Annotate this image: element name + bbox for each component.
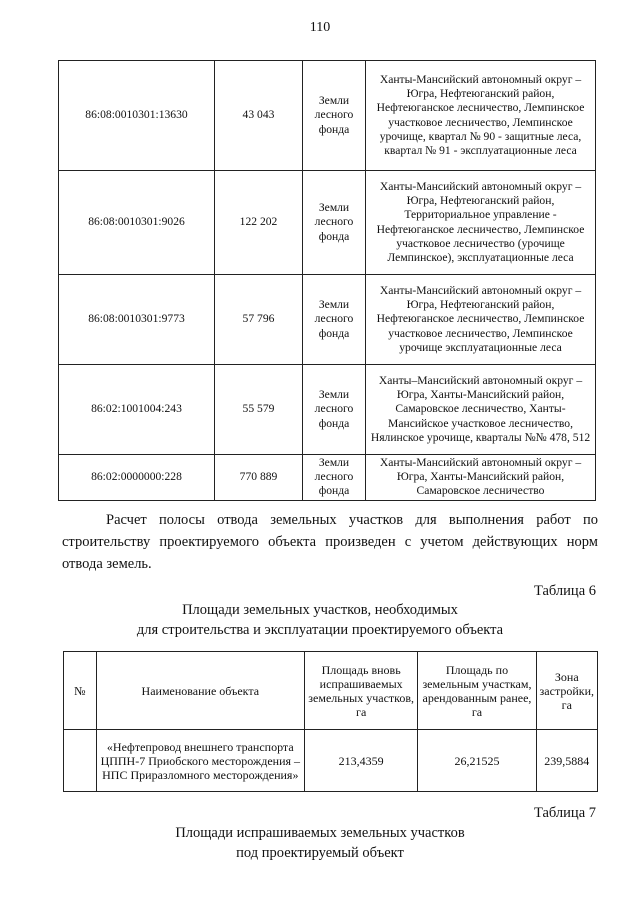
table-row [59,61,596,171]
page-number: 110 [309,20,331,35]
table-row [64,730,598,792]
zone-area-cell: 239,5884 [536,730,597,792]
land-areas-table [63,651,598,792]
table7-caption-line1: Площади испрашиваемых земельных участков [175,825,465,841]
land-category-cell: Земли лесного фонда [303,61,366,171]
header-number: № [64,652,97,730]
table-header-row [64,652,598,730]
location-cell: Ханты–Мансийский автономный округ – Югра, Ханты-Мансийский район, Самаровское лесничество, Ханты-Мансийское участковое лесничество, Нялинское урочище, кварталы №№ 478, 512 [366,365,596,455]
land-category-cell: Земли лесного фонда [303,171,366,275]
cadastral-number-cell: 86:08:0010301:13630 [59,61,215,171]
area-cell: 57 796 [215,275,303,365]
header-object-name: Наименование объекта [96,652,304,730]
leased-area-cell: 26,21525 [418,730,536,792]
table-row [59,275,596,365]
cadastral-number-cell: 86:08:0010301:9773 [59,275,215,365]
location-cell: Ханты-Мансийский автономный округ – Югра, Нефтеюганский район, Территориальное управление - Нефтеюганское лесничество, Лемпинское участковое лесничество (урочище Лемпинское), эксплуатационные леса [366,171,596,275]
table7-label: Таблица 7 [533,805,596,821]
table6-caption-line1: Площади земельных участков, необходимых [182,602,458,618]
table-row [59,365,596,455]
requested-area-cell: 213,4359 [304,730,417,792]
body-paragraph: Расчет полосы отвода земельных участков для выполнения работ по строительству проектируемого объекта произведен с учетом действующих норм отвода земель. [62,512,598,572]
header-requested-area: Площадь вновь испрашиваемых земельных участков, га [304,652,417,730]
header-leased-area: Площадь по земельным участкам, арендованным ранее, га [418,652,536,730]
land-category-cell: Земли лесного фонда [303,365,366,455]
header-zone-area: Зона застройки, га [536,652,597,730]
table7-caption-line2: под проектируемый объект [236,845,404,861]
cadastral-number-cell: 86:02:0000000:228 [59,455,215,501]
location-cell: Ханты-Мансийский автономный округ – Югра, Нефтеюганский район, Нефтеюганское лесничество, Лемпинское участковое лесничество, Лемпинское урочище, квартал № 90 - защитные леса, квартал № 91 - эксплуатационные леса [366,61,596,171]
table6-caption-line2: для строительства и эксплуатации проектируемого объекта [136,622,504,638]
location-cell: Ханты-Мансийский автономный округ – Югра, Ханты-Мансийский район, Самаровское лесничество [366,455,596,501]
land-category-cell: Земли лесного фонда [303,455,366,501]
area-cell: 55 579 [215,365,303,455]
row-number-cell [64,730,97,792]
table-row [59,171,596,275]
land-category-cell: Земли лесного фонда [303,275,366,365]
area-cell: 122 202 [215,171,303,275]
table6-label: Таблица 6 [533,583,596,599]
land-parcels-table [58,60,596,501]
cadastral-number-cell: 86:02:1001004:243 [59,365,215,455]
table-row [59,455,596,501]
area-cell: 770 889 [215,455,303,501]
object-name-cell: «Нефтепровод внешнего транспорта ЦППН-7 Приобского месторождения – НПС Приразломного месторождения» [96,730,304,792]
cadastral-number-cell: 86:08:0010301:9026 [59,171,215,275]
area-cell: 43 043 [215,61,303,171]
location-cell: Ханты-Мансийский автономный округ – Югра, Нефтеюганский район, Нефтеюганское лесничество, Лемпинское участковое лесничество, Лемпинское урочище эксплуатационные леса [366,275,596,365]
